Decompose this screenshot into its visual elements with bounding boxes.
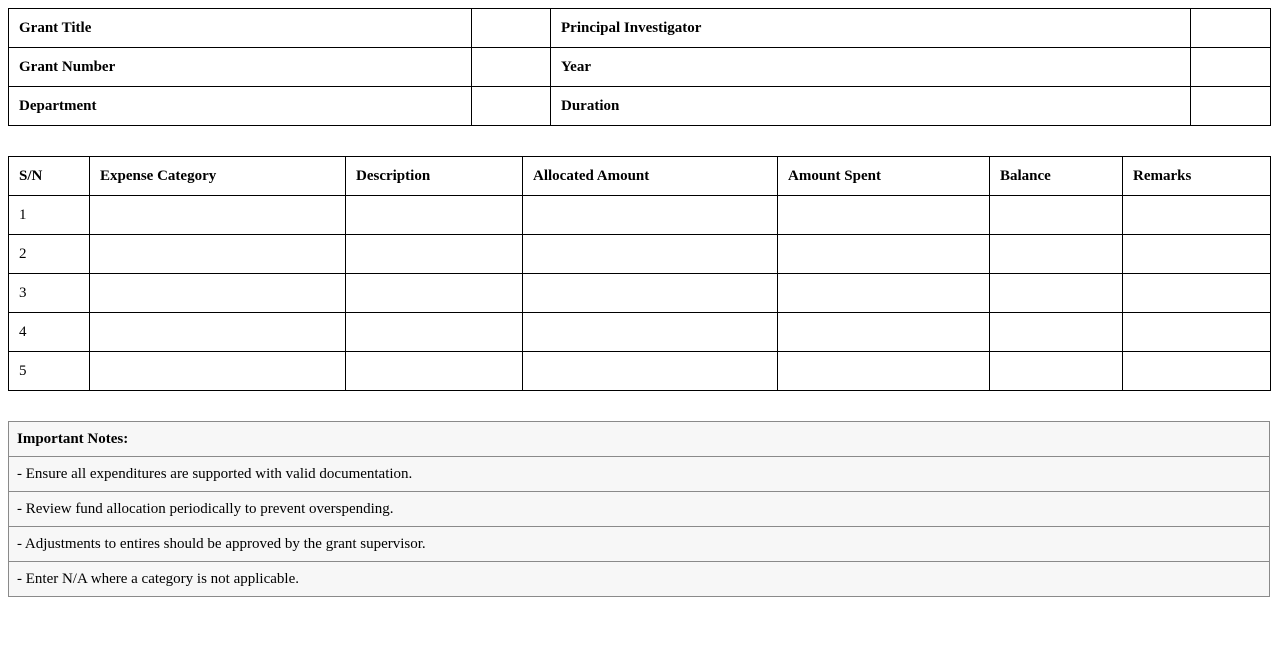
important-notes-table xyxy=(8,421,1270,597)
remarks-cell[interactable] xyxy=(1123,313,1271,352)
column-header-remarks: Remarks xyxy=(1123,157,1271,196)
grant-title-label: Grant Title xyxy=(9,9,472,48)
info-row-grant-title xyxy=(9,9,1271,48)
balance-cell[interactable] xyxy=(990,196,1123,235)
list-item xyxy=(9,562,1270,597)
list-item xyxy=(9,492,1270,527)
expense-category-cell[interactable] xyxy=(90,313,346,352)
amount-spent-cell[interactable] xyxy=(778,352,990,391)
list-item xyxy=(9,527,1270,562)
notes-heading-row xyxy=(9,422,1270,457)
column-header-balance: Balance xyxy=(990,157,1123,196)
allocated-amount-cell[interactable] xyxy=(523,274,778,313)
info-row-grant-number xyxy=(9,48,1271,87)
department-field[interactable] xyxy=(472,87,551,126)
remarks-cell[interactable] xyxy=(1123,196,1271,235)
principal-investigator-field[interactable] xyxy=(1191,9,1271,48)
sn-cell: 5 xyxy=(9,352,90,391)
sn-cell: 3 xyxy=(9,274,90,313)
remarks-cell[interactable] xyxy=(1123,235,1271,274)
year-field[interactable] xyxy=(1191,48,1271,87)
expense-table xyxy=(8,156,1271,391)
expense-category-cell[interactable] xyxy=(90,235,346,274)
balance-cell[interactable] xyxy=(990,274,1123,313)
description-cell[interactable] xyxy=(346,313,523,352)
sn-cell: 1 xyxy=(9,196,90,235)
table-row xyxy=(9,274,1271,313)
notes-heading: Important Notes: xyxy=(9,422,1270,457)
table-row xyxy=(9,235,1271,274)
column-header-sn: S/N xyxy=(9,157,90,196)
amount-spent-cell[interactable] xyxy=(778,196,990,235)
grant-number-label: Grant Number xyxy=(9,48,472,87)
note-item: - Ensure all expenditures are supported with valid documentation. xyxy=(9,457,1270,492)
expense-header-row xyxy=(9,157,1271,196)
expense-category-cell[interactable] xyxy=(90,352,346,391)
amount-spent-cell[interactable] xyxy=(778,313,990,352)
allocated-amount-cell[interactable] xyxy=(523,196,778,235)
table-row xyxy=(9,196,1271,235)
table-row xyxy=(9,313,1271,352)
column-header-amount-spent: Amount Spent xyxy=(778,157,990,196)
principal-investigator-label: Principal Investigator xyxy=(551,9,1191,48)
description-cell[interactable] xyxy=(346,235,523,274)
grant-number-field[interactable] xyxy=(472,48,551,87)
remarks-cell[interactable] xyxy=(1123,352,1271,391)
note-item: - Adjustments to entires should be approved by the grant supervisor. xyxy=(9,527,1270,562)
allocated-amount-cell[interactable] xyxy=(523,313,778,352)
allocated-amount-cell[interactable] xyxy=(523,352,778,391)
remarks-cell[interactable] xyxy=(1123,274,1271,313)
column-header-expense-category: Expense Category xyxy=(90,157,346,196)
sn-cell: 4 xyxy=(9,313,90,352)
note-item: - Review fund allocation periodically to prevent overspending. xyxy=(9,492,1270,527)
sn-cell: 2 xyxy=(9,235,90,274)
note-item: - Enter N/A where a category is not applicable. xyxy=(9,562,1270,597)
grant-info-table xyxy=(8,8,1271,126)
expense-category-cell[interactable] xyxy=(90,274,346,313)
balance-cell[interactable] xyxy=(990,313,1123,352)
table-row xyxy=(9,352,1271,391)
amount-spent-cell[interactable] xyxy=(778,235,990,274)
duration-label: Duration xyxy=(551,87,1191,126)
duration-field[interactable] xyxy=(1191,87,1271,126)
column-header-allocated-amount: Allocated Amount xyxy=(523,157,778,196)
expense-category-cell[interactable] xyxy=(90,196,346,235)
amount-spent-cell[interactable] xyxy=(778,274,990,313)
info-row-department xyxy=(9,87,1271,126)
balance-cell[interactable] xyxy=(990,235,1123,274)
description-cell[interactable] xyxy=(346,352,523,391)
balance-cell[interactable] xyxy=(990,352,1123,391)
grant-title-field[interactable] xyxy=(472,9,551,48)
description-cell[interactable] xyxy=(346,274,523,313)
year-label: Year xyxy=(551,48,1191,87)
department-label: Department xyxy=(9,87,472,126)
description-cell[interactable] xyxy=(346,196,523,235)
column-header-description: Description xyxy=(346,157,523,196)
list-item xyxy=(9,457,1270,492)
allocated-amount-cell[interactable] xyxy=(523,235,778,274)
